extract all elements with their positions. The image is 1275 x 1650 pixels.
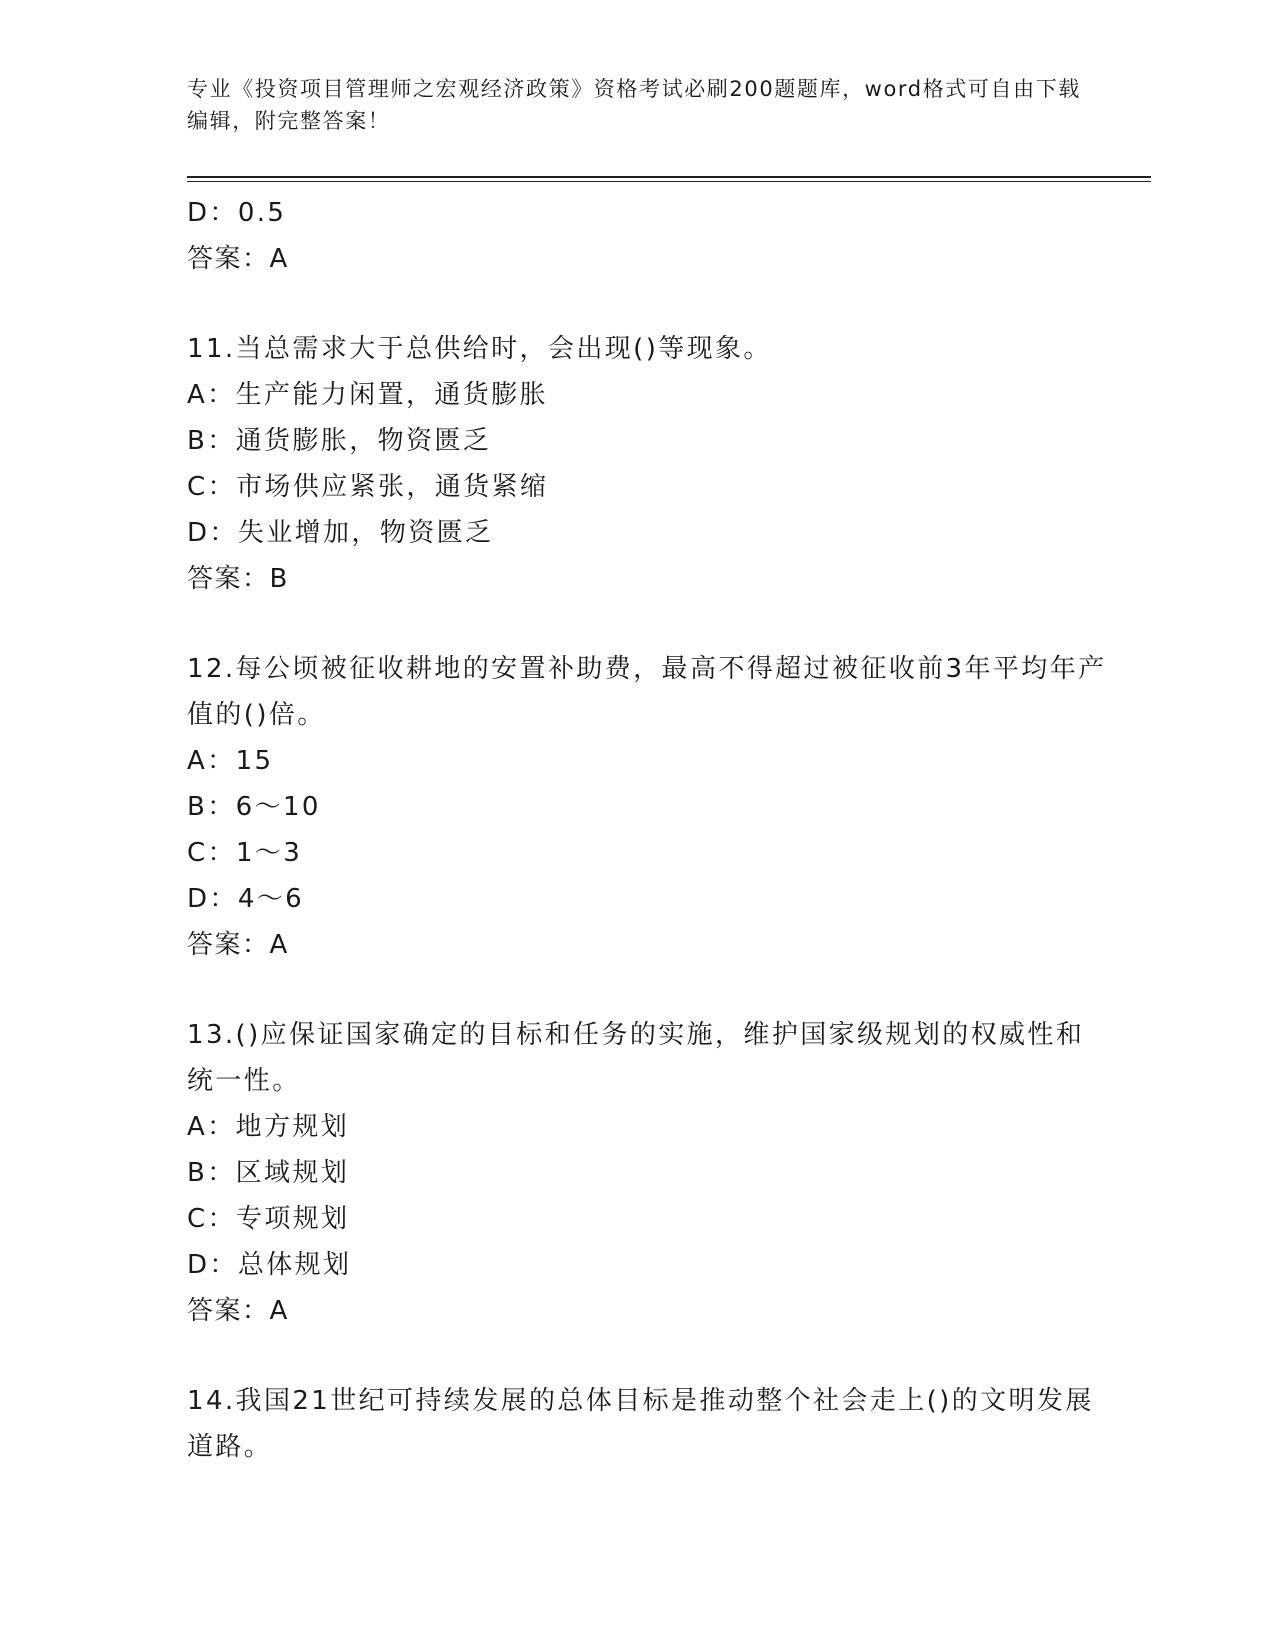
document-header — [187, 73, 1087, 137]
header-title: 专业《投资项目管理师之宏观经济政策》资格考试必刷200题题库，word格式可自由下载编辑，附完整答案！ — [187, 77, 1081, 133]
option-c: C：1～3 — [187, 838, 303, 868]
question-stem: 12.每公顷被征收耕地的安置补助费，最高不得超过被征收前3年平均年产值的()倍。 — [187, 654, 1107, 730]
question-stem: 13.()应保证国家确定的目标和任务的实施，维护国家级规划的权威性和统一性。 — [187, 1020, 1085, 1096]
answer-line: 答案：A — [187, 930, 289, 960]
answer-line: 答案：A — [187, 1296, 289, 1326]
option-c: C：市场供应紧张，通货紧缩 — [187, 472, 549, 502]
option-a: A：生产能力闲置，通货膨胀 — [187, 380, 548, 410]
option-a: A：地方规划 — [187, 1112, 350, 1142]
option-b: B：区域规划 — [187, 1158, 350, 1188]
question-list — [187, 190, 1107, 1470]
option-d: D：0.5 — [187, 198, 287, 228]
header-divider — [187, 176, 1151, 182]
question-stem: 11.当总需求大于总供给时，会出现()等现象。 — [187, 334, 772, 364]
option-d: D：失业增加，物资匮乏 — [187, 518, 494, 548]
option-c: C：专项规划 — [187, 1204, 350, 1234]
answer-line: 答案：A — [187, 244, 289, 274]
option-b: B：6～10 — [187, 792, 321, 822]
option-d: D：4～6 — [187, 884, 305, 914]
question-stem: 14.我国21世纪可持续发展的总体目标是推动整个社会走上()的文明发展道路。 — [187, 1386, 1094, 1462]
option-d: D：总体规划 — [187, 1250, 352, 1280]
answer-line: 答案：B — [187, 564, 289, 594]
option-b: B：通货膨胀，物资匮乏 — [187, 426, 492, 456]
option-a: A：15 — [187, 746, 274, 776]
